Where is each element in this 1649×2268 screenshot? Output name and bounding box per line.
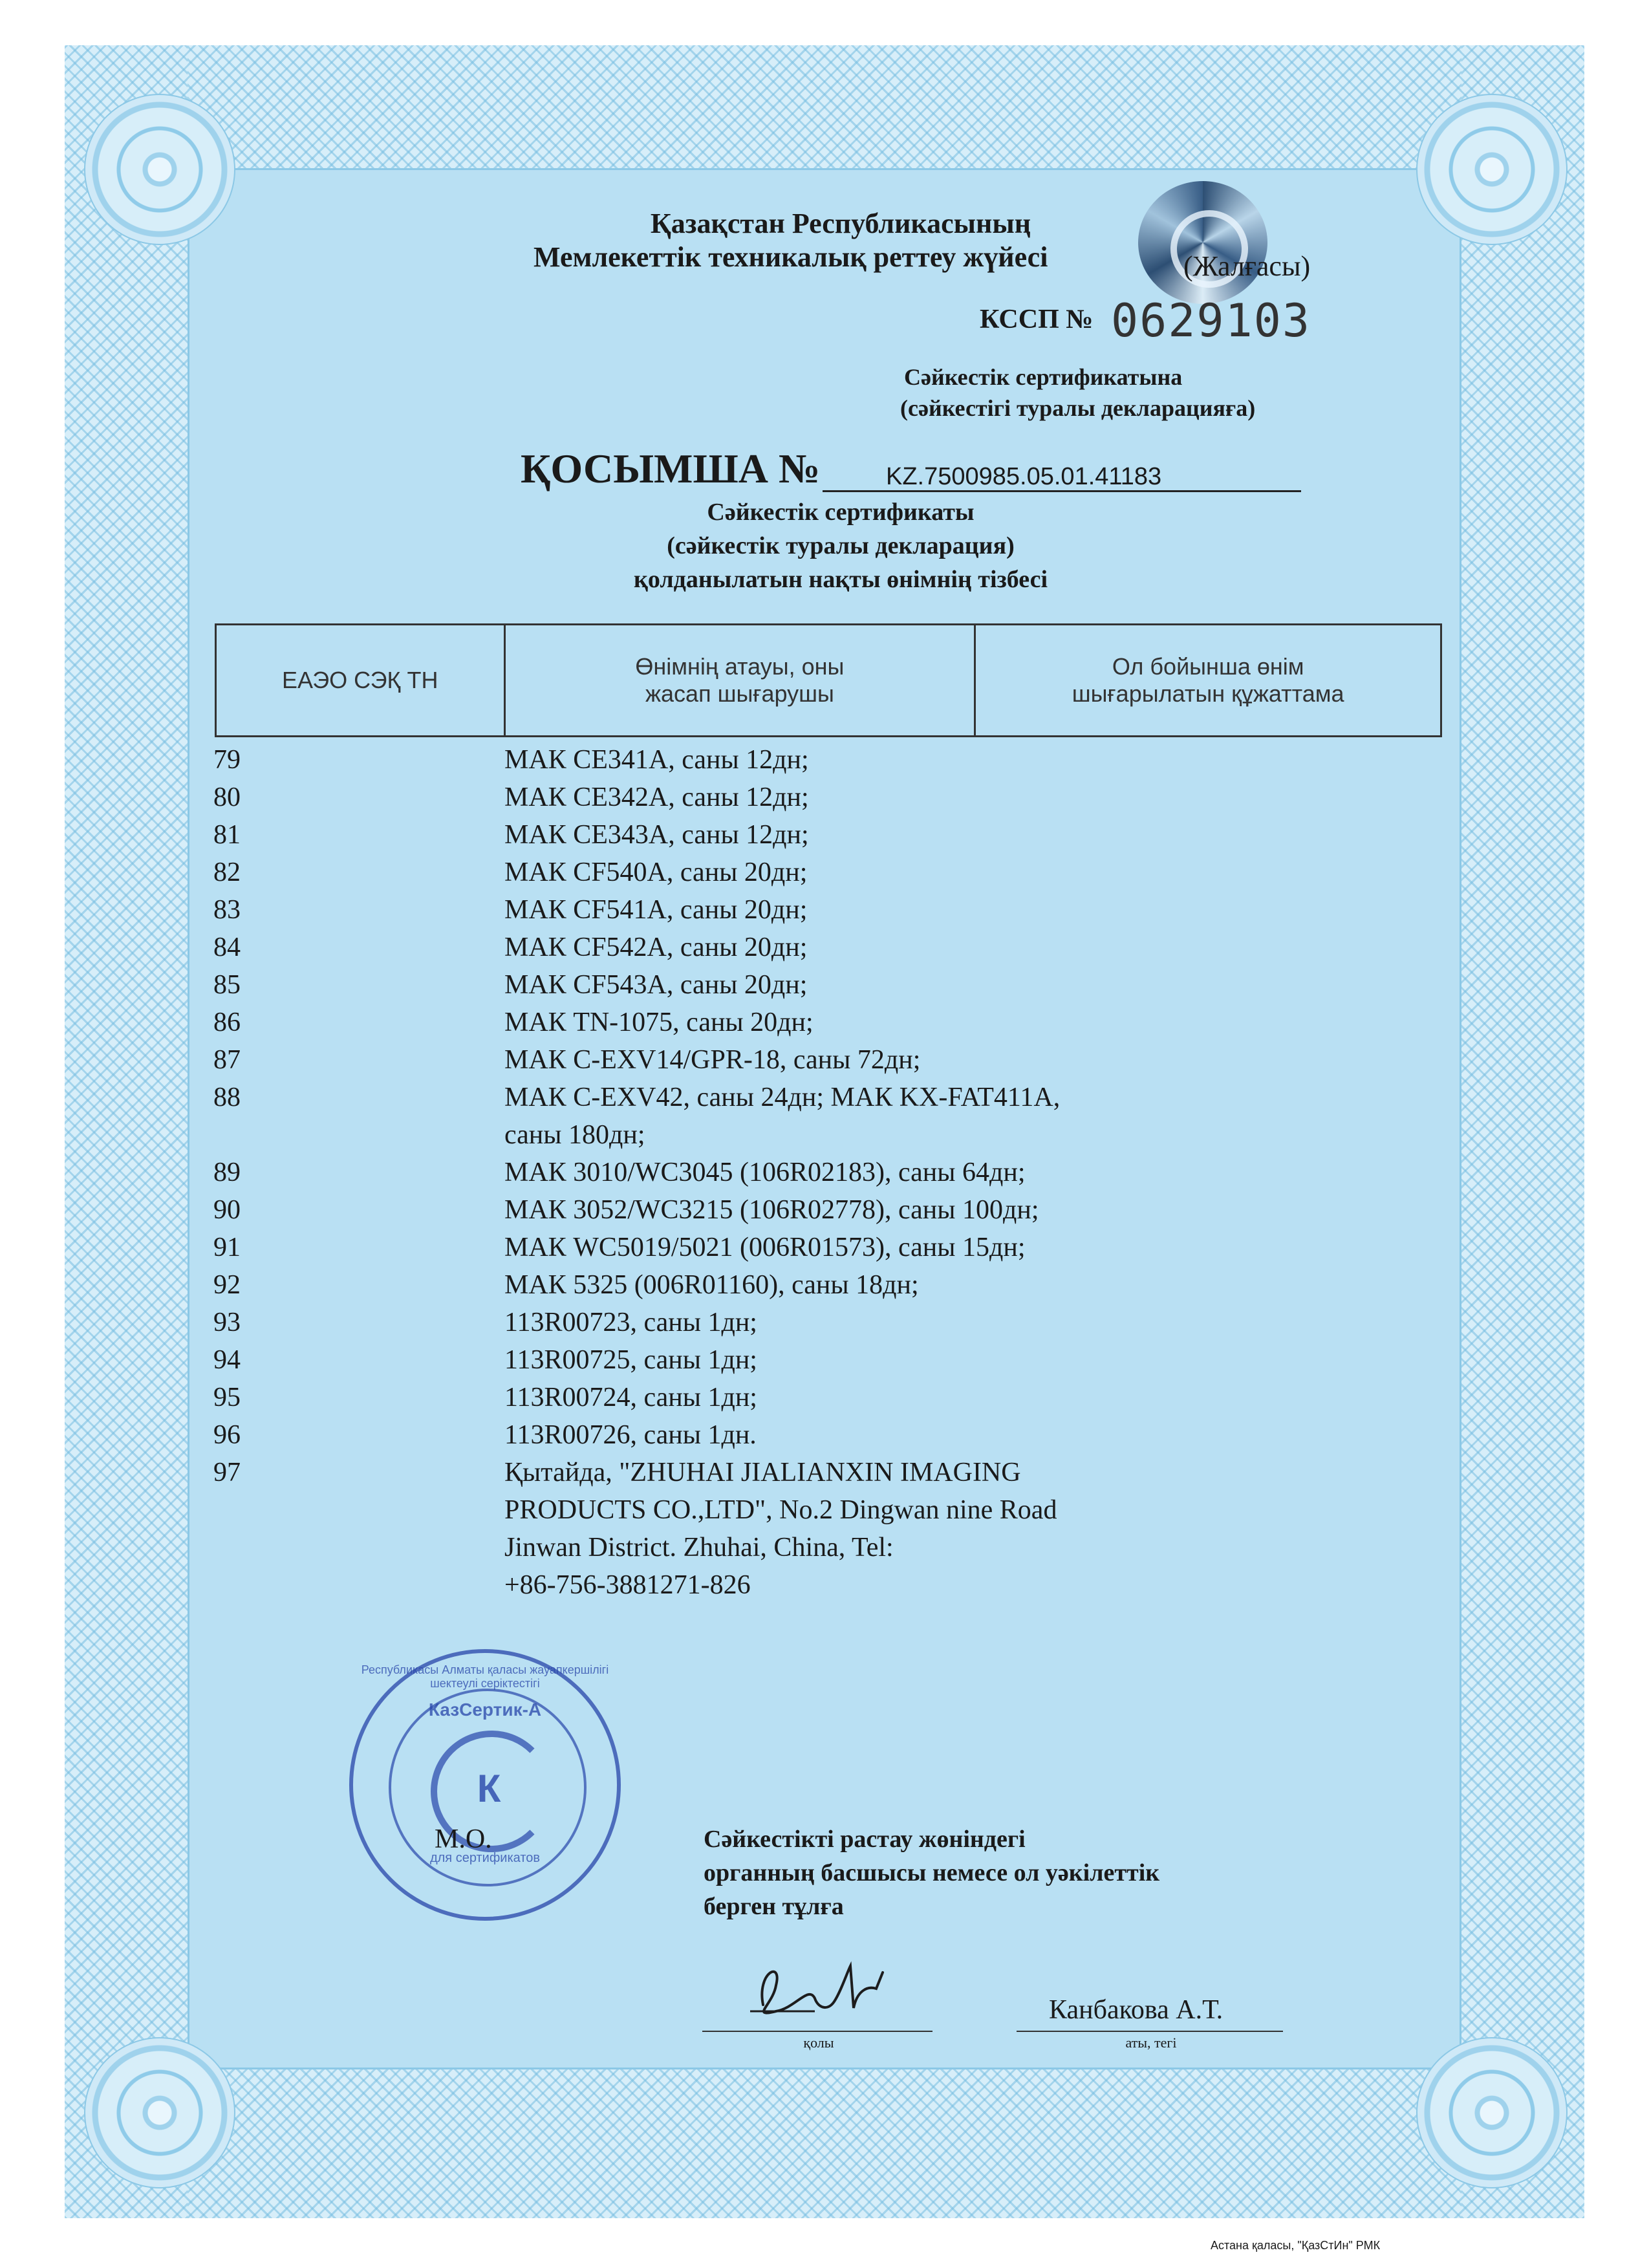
guilloche-border-left <box>65 45 188 2218</box>
rosette-top-left-icon <box>84 94 235 245</box>
rosette-top-right-icon <box>1416 94 1568 245</box>
header-line-1: Қазақстан Республикасының <box>650 208 1031 239</box>
handwritten-signature <box>737 1947 905 2031</box>
continuation-label: (Жалғасы) <box>1183 250 1311 282</box>
signatory-name: Канбакова А.Т. <box>1049 1995 1223 2025</box>
hologram-sticker-icon <box>1138 181 1267 304</box>
header-line-2: Мемлекеттік техникалық реттеу жүйесі <box>534 241 1048 273</box>
rosette-bottom-left-icon <box>84 2037 235 2188</box>
guilloche-border-bottom <box>65 2069 1584 2218</box>
products-table-header <box>215 623 1442 737</box>
guilloche-border-right <box>1461 45 1584 2218</box>
column-header-tnved: ЕАЭО СЭҚ ТН <box>216 625 505 737</box>
signature-line <box>702 2031 932 2032</box>
rosette-bottom-right-icon <box>1416 2037 1568 2188</box>
guilloche-border-top <box>65 45 1584 168</box>
column-header-product: Өнімнің атауы, оны жасап шығарушы <box>504 625 975 737</box>
signatory-line-2: органның басшысы немесе ол уәкілеттік <box>704 1859 1160 1886</box>
seal-place-label: М.О. <box>435 1824 492 1854</box>
to-declaration-label: (сәйкестігі туралы декларацияға) <box>900 395 1256 421</box>
signature-caption: қолы <box>803 2035 834 2051</box>
column-header-document: Ол бойынша өнім шығарылатын құжаттама <box>975 625 1441 737</box>
kssp-label: КССП № <box>980 305 1094 334</box>
signatory-line-3: берген тұлға <box>704 1893 844 1920</box>
annex-sub-3: қолданылатын нақты өнімнің тізбесі <box>633 566 1048 593</box>
printer-imprint: Астана қаласы, "ҚазСтИн" РМК <box>1211 2239 1381 2252</box>
to-certificate-label: Сәйкестік сертификатына <box>904 364 1183 390</box>
annex-sub-1: Сәйкестік сертификаты <box>707 499 975 526</box>
annex-title: ҚОСЫМША № <box>521 446 821 491</box>
name-line <box>1017 2031 1283 2032</box>
annex-number: KZ.7500985.05.01.41183 <box>886 463 1162 490</box>
annex-sub-2: (сәйкестік туралы декларация) <box>667 532 1015 559</box>
signatory-line-1: Сәйкестікті растау жөніндегі <box>704 1826 1026 1853</box>
name-caption: аты, тегі <box>1125 2035 1177 2051</box>
official-seal-stamp: К КазСертик-А Республикасы Алматы қаласы жауапкершілігі шектеулі серіктестігі для сертификатов <box>349 1649 621 1921</box>
kssp-number: 0629103 <box>1111 294 1311 347</box>
